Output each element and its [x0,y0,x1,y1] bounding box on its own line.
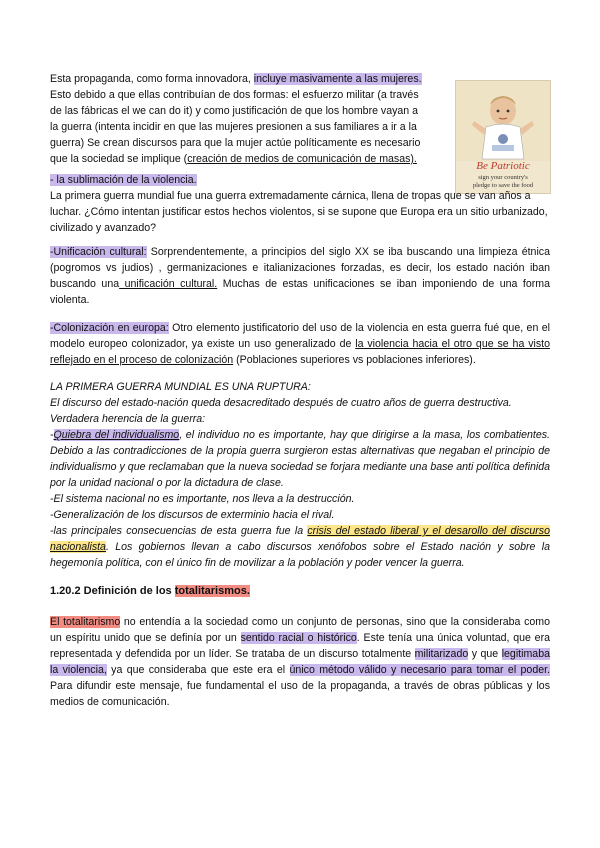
sublimation-section [50,172,550,236]
highlight-women: incluye masivamente a las mujeres. [253,73,422,85]
rupture-section [50,379,550,571]
rupture-point-4: -las principales consecuencias de esta guerra fue la crisis del estado liberal y el desarollo del discurso nacionalista. Los gobiernos llevan a cabo discursos xenófobos sobre el Estado nación y sobre la hegemonía política, con el único fin de movilizar a la población y poder vencer la guerra. [50,525,550,569]
underlined-colonial-violence: la violencia hacia el otro que se ha visto reflejado en el proceso de colonización [50,338,550,366]
poster-caption-3: pledge to save the food [472,182,534,189]
intro-line-2: Esto debido a que ellas contribuían de dos formas: el esfuerzo militar (a través [50,89,419,101]
highlight-only-method: único método válido y necesario para tomar el poder. [289,664,550,676]
unification-label: -Unificación cultural: [50,246,147,258]
rupture-line-b: Verdadera herencia de la guerra: [50,413,206,425]
section-heading-totalitarianism: 1.20.2 Definición de los totalitarismos. [50,585,250,597]
intro-paragraph [50,71,450,167]
rupture-point-3: -Generalización de los discursos de exterminio hacia el rival. [50,509,335,521]
poster-caption-1: Be Patriotic [476,160,530,172]
unification-paragraph: -Unificación cultural: Sorprendentemente, a principios del siglo XX se iba buscando una limpieza étnica (pogromos vs judios) , germanizaciones e italianizaciones forzadas, es decir, los estado nación iban buscando una unificación cultural. Muchas de estas unificaciones se iban imponiendo de una forma violenta. [50,246,550,306]
highlight-totalitarianism: El totalitarismo [50,616,121,628]
poster-caption-2: sign your country's [478,174,528,181]
highlight-legitimized-violence: legitimaba la violencia, [50,648,550,676]
highlight-liberal-crisis: crisis del estado liberal y el desarollo del discurso nacionalista [50,525,550,553]
colonization-paragraph: -Colonización en europa: Otro elemento justificatorio del uso de la violencia en esta guerra fué que, en el modelo europeo colonizador, ya existe un uso generalizado de la violencia hacia el otro que se ha visto reflejado en el proceso de colonización (Poblaciones superiores vs poblaciones inferiores). [50,322,550,366]
intro-line-1: Esta propaganda, como forma innovadora, incluye masivamente a las mujeres. [50,73,422,85]
intro-line-6: que la sociedad se implique (creación de medios de comunicación de masas). [50,153,417,165]
colonization-label: -Colonización en europa: [50,322,169,334]
rupture-point-1: -Quiebra del individualismo, el individuo no es importante, hay que dirigirse a la masa, los combatientes. Debido a las contradicciones de la propia guerra surgieron estas alternativas que negaban el principio de individualismo y que reclamaban que la nueva sociedad se forjara mediante una base anti política definida por la unidad nacional o por la dictadura de clase. [50,429,550,489]
highlight-totalitarianism-title: totalitarismos. [174,585,250,597]
highlight-individualism: Quiebra del individualismo [53,429,180,441]
highlight-racial-sense: sentido racial o histórico [240,632,357,644]
intro-line-4: la guerra (intenta incidir en que las mujeres presionen a sus familiares a ir a la [50,121,417,133]
underlined-cultural-unification: unificación cultural. [119,278,218,290]
sublimation-heading: - la sublimación de la violencia. [50,174,197,186]
rupture-point-2: -El sistema nacional no es importante, nos lleva a la destrucción. [50,493,355,505]
rupture-title: LA PRIMERA GUERRA MUNDIAL ES UNA RUPTURA: [50,381,311,393]
rupture-line-a: El discurso del estado-nación queda desacreditado después de cuatro años de guerra destructiva. [50,397,512,409]
highlight-militarized: militarizado [414,648,469,660]
sublimation-text: La primera guerra mundial fue una guerra extremadamente cárnica, llena de tropas que se van años a luchar. ¿Cómo intentan justificar estos hechos violentos, si se supone que Europa era un sitio urbanizado, civilizado y avanzado? [50,190,548,234]
totalitarianism-paragraph: El totalitarismo no entendía a la sociedad como un conjunto de personas, sino que la consideraba como un espíritu unido que se definía por un sentido racial o histórico. Este tenía una única voluntad, que era representada y defendida por un líder. Se trataba de un discurso totalmente militarizado y que legitimaba la violencia, ya que consideraba que este era el único método válido y necesario para tomar el poder. Para difundir este mensaje, fue fundamental el uso de la propaganda, a través de obras públicas y los medios de comunicación. [50,616,550,708]
underlined-mass-media: creación de medios de comunicación de masas). [187,153,417,165]
intro-line-3: de las fábricas el we can do it) y como justificación de que los hombre vayan a [50,105,419,117]
intro-line-5: guerra) Se crean discursos para que la mujer actúe políticamente es necesario [50,137,421,149]
